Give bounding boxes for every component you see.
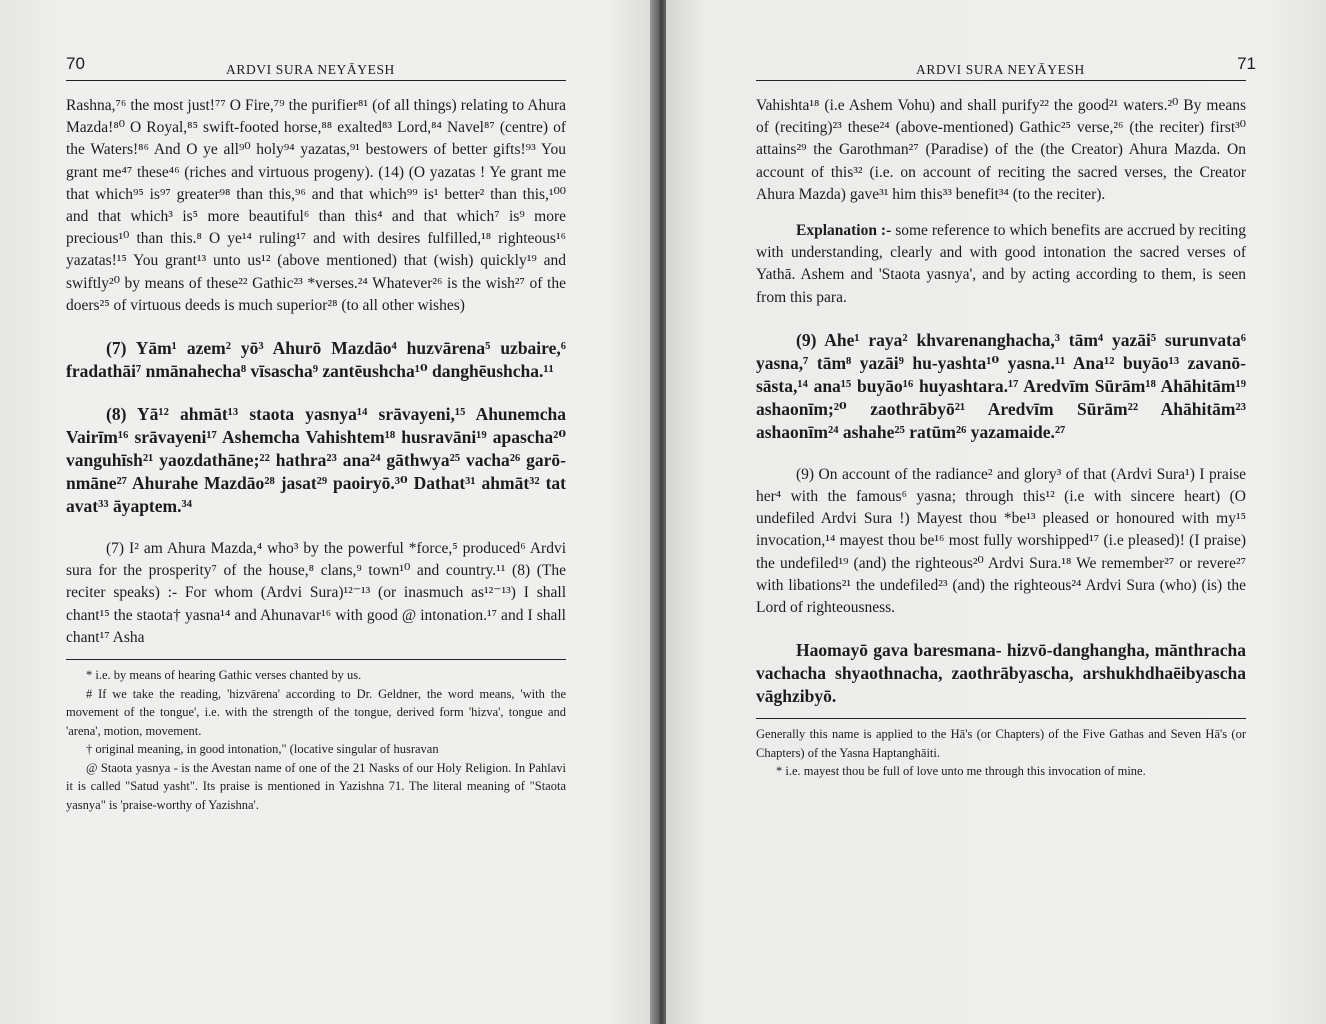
avestan-verse-9: (9) Ahe¹ raya² khvarenanghacha,³ tām⁴ yazāi⁵ surunvata⁶ yasna,⁷ tām⁸ yazāi⁹ hu-yashta¹⁰ yasna.¹¹ Ana¹² buyāo¹³ zavanō-sāsta,¹⁴ ana¹⁵ buyāo¹⁶ huyashtara.¹⁷ Aredvīm Sūrām¹⁸ Ahāhitām¹⁹ ashaonīm;²⁰ zaothrābyō²¹ Aredvīm Sūrām²² Ahāhitām²³ ashaonīm²⁴ ashahe²⁵ ratūm²⁶ yazamaide.²⁷ <box>756 329 1246 442</box>
footnote: Generally this name is applied to the Hā's (or Chapters) of the Five Gathas and Seven Hā's (or Chapters) of the Yasna Haptanghāiti. <box>756 727 1246 760</box>
avestan-verse-7: (7) Yām¹ azem² yō³ Ahurō Mazdāo⁴ huzvārena⁵ uzbaire,⁶ fradathāi⁷ nmānahecha⁸ vīsascha⁹ zantēushcha¹⁰ danghēushcha.¹¹ <box>66 338 566 382</box>
left-page-header <box>66 50 566 81</box>
explanation-title: Explanation :- <box>796 222 892 240</box>
translation-verse-7-8: (7) I² am Ahura Mazda,⁴ who³ by the powerful *force,⁵ produced⁶ Ardvi sura for the prosperity⁷ of the house,⁸ clans,⁹ town¹⁰ and country.¹¹ (8) (The reciter speaks) :- For whom (Ardvi Sura)¹²⁻¹³ (or inasmuch as¹²⁻¹³) I shall chant¹⁵ the staota† yasna¹⁴ and Ahunavar¹⁶ with good @ intonation.¹⁷ and I shall chant¹⁷ Asha <box>66 540 566 646</box>
running-head: ARDVI SURA NEYĀYESH <box>226 62 395 77</box>
right-page-header <box>756 50 1256 81</box>
avestan-verse-8: (8) Yā¹² ahmāt¹³ staota yasnya¹⁴ srāvayeni,¹⁵ Ahunemcha Vairīm¹⁶ srāvayeni¹⁷ Ashemcha Vahishtem¹⁸ husravāni¹⁹ apascha²⁰ vanguhīsh²¹ yaozdathāne;²² hathra²³ ana²⁴ gāthwya²⁵ vacha²⁶ garō-nmāne²⁷ Ahurahe Mazdāo²⁸ jasat²⁹ paoiryō.³⁰ Dathat³¹ ahmāt³² tat avat³³ āyaptem.³⁴ <box>66 404 566 517</box>
footnote: * i.e. by means of hearing Gathic verses chanted by us. <box>86 668 362 683</box>
page-number: 70 <box>66 54 85 73</box>
translation-paragraph: Rashna,⁷⁶ the most just!⁷⁷ O Fire,⁷⁹ the purifier⁸¹ (of all things) relating to Ahura Mazda!⁸⁰ O Royal,⁸⁵ swift-footed horse,⁸⁸ exalted⁸³ Lord,⁸⁴ Navel⁸⁷ (centre) of the Waters!⁸⁶ And O ye all⁹⁰ holy⁹⁴ yazatas,⁹¹ bestowers of better gifts!⁹³ You grant me⁴⁷ these⁴⁶ (riches and virtuous progeny). (14) (O yazatas ! Ye grant me that which⁹⁵ is⁹⁷ greater⁹⁸ than this,⁹⁶ and that which⁹⁹ is¹ better² than this,¹⁰⁰ and that which³ is⁵ more beautiful⁶ than this⁴ and that which⁷ is⁹ more precious¹⁰ than this.⁸ O ye¹⁴ ruling¹⁷ and with desires fulfilled,¹⁸ righteous¹⁶ yazatas!¹⁵ You grant¹³ unto us¹² (above mentioned) that (wish) quickly¹⁹ and swiftly²⁰ by means of these²² Gathic²³ *verses.²⁴ Whatever²⁶ is the wish²⁷ of the doers²⁵ of virtuous deeds is much superior²⁸ (to all other wishes) <box>66 97 566 314</box>
page-number: 71 <box>1237 54 1256 73</box>
footnote: * i.e. mayest thou be full of love unto me through this invocation of mine. <box>776 764 1146 779</box>
footnote: † original meaning, in good intonation," (locative singular of husravan <box>86 742 439 757</box>
explanation-paragraph <box>756 220 1246 309</box>
right-page <box>666 0 1326 1024</box>
footnote-rule <box>756 718 1246 719</box>
right-page-content <box>756 50 1256 781</box>
left-page <box>0 0 658 1024</box>
footnote-rule <box>66 659 566 660</box>
translation-verse-9: (9) On account of the radiance² and glory³ of that (Ardvi Sura¹) I praise her⁴ with the famous⁶ yasna; through this¹² (i.e with sincere heart) (O undefiled Ardvi Sura !) Mayest thou *be¹³ pleased or honoured with my¹⁵ invocation,¹⁴ mayest thou be¹⁶ most fully worshipped¹⁷ (i.e pleased)! (I praise) the undefiled¹⁹ (and) the righteous²⁰ Ardvi Sura.¹⁸ We remember²⁷ or revere²⁷ with libations²¹ the undefiled²³ (and) the righteous²⁴ Ardvi Sura (who) (is) the Lord of righteousness. <box>756 465 1246 617</box>
explanation-body: some reference to which benefits are accrued by reciting with understanding, clearly and with good intonation the sacred verses of Yathā. Ashem and 'Staota yasnya', and by acting according to them, is seen from this para. <box>756 222 1246 306</box>
avestan-verse-haoma: Haomayō gava baresmana- hizvō-danghangha, mānthracha vachacha shyaothnacha, zaothrābyascha, arshukhdhaēibyascha vāghzibyō. <box>756 640 1246 707</box>
footnote: # If we take the reading, 'hizvārena' according to Dr. Geldner, the word means, 'with the movement of the tongue', i.e. with the strength of the tongue, derived form 'hizva', tongue and 'arena', motion, movement. <box>66 686 566 738</box>
left-page-content <box>66 50 566 814</box>
translation-paragraph: Vahishta¹⁸ (i.e Ashem Vohu) and shall purify²² the good²¹ waters.²⁰ By means of (reciting)²³ these²⁴ (above-mentioned) Gathic²⁵ verse,²⁶ (the reciter) first³⁰ attains²⁹ the Garothman²⁷ (Paradise) of the (the Creator) Ahura Mazda. On account of this³² (i.e. on account of reciting the sacred verses, the Creator Ahura Mazda) gave³¹ him this³³ benefit³⁴ (to the reciter). <box>756 97 1246 203</box>
running-head: ARDVI SURA NEYĀYESH <box>916 62 1085 77</box>
footnote: @ Staota yasnya - is the Avestan name of one of the 21 Nasks of our Holy Religion. In Pahlavi it is called "Satud yasht". Its praise is mentioned in Yazishna 71. The literal meaning of "Staota yasnya" is 'praise-worthy of Yazishna'. <box>66 760 566 812</box>
